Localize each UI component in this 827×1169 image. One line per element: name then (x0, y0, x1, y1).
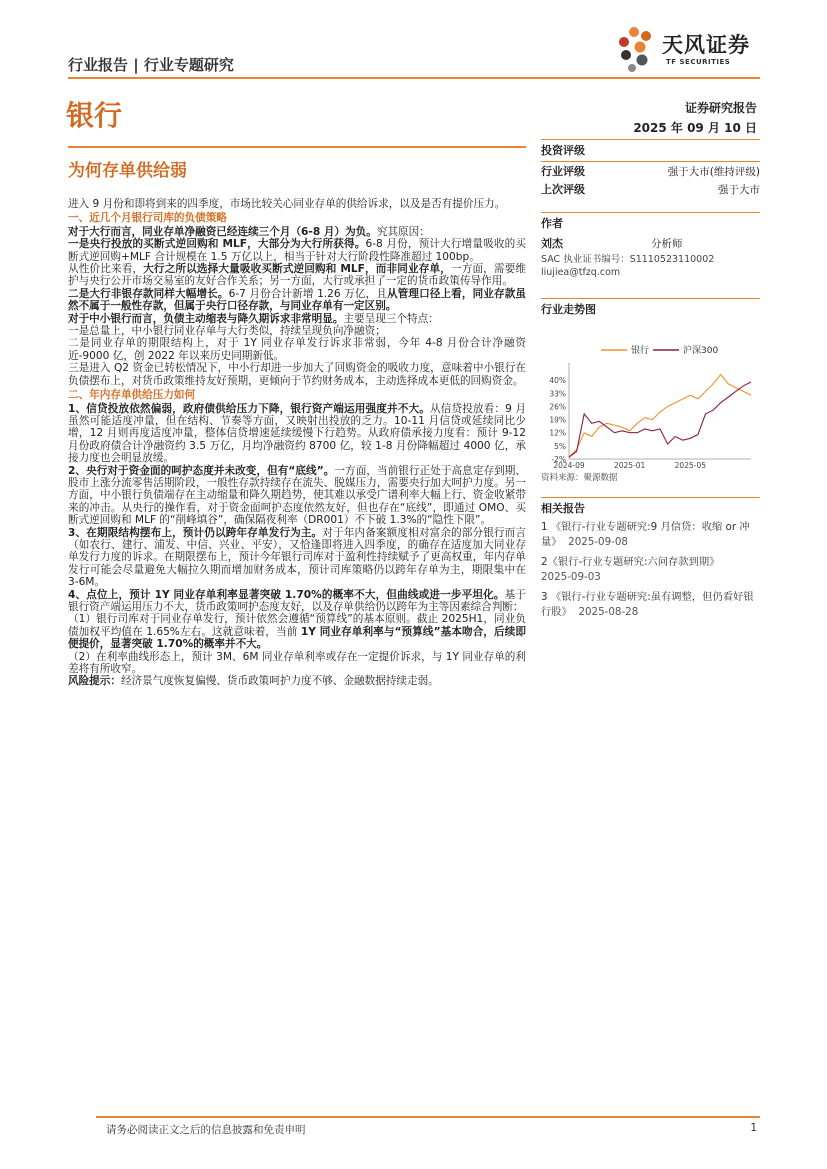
related-report-1[interactable]: 1 《银行-行业专题研究:9 月信贷：收缩 or 冲量》 2025-09-08 (541, 521, 750, 548)
footer-disclaimer: 请务必阅读正文之后的信息披露和免责申明 (106, 1124, 306, 1136)
title-divider (68, 146, 526, 148)
y-tick-label: 26% (549, 402, 566, 412)
page-title: 为何存单供给弱 (68, 161, 187, 181)
prev-rating-label: 上次评级 (541, 183, 585, 196)
y-tick-label: 33% (549, 389, 566, 399)
prev-rating-row (541, 180, 760, 198)
prev-rating-value: 强于大市 (718, 183, 760, 196)
page-number: 1 (750, 1122, 757, 1134)
author-role: 分析师 (651, 237, 683, 250)
chart-axes (549, 363, 751, 469)
paragraph: 对于大行而言，同业存单净融资已经连续三个月（6-8 月）为负。究其原因： (68, 225, 430, 238)
y-tick-label: 5% (554, 441, 566, 451)
paragraph: 从性价比来看，大行之所以选择大量吸收买断式逆回购和 MLF，而非同业存单，一方面，需要维护与央行公开市场交易室的友好合作关系；另一方面，大行或承担了一定的货币政策传导作用。 (68, 263, 527, 288)
section-heading-2: 二、年内存单供给压力如何 (68, 389, 196, 402)
author-heading: 作者 (541, 212, 760, 231)
author-cert: SAC 执业证书编号：S1110523110002 (541, 254, 715, 265)
paragraph: 3、在期限结构摆布上，预计仍以跨年存单发行为主。对于年内备案额度相对富余的部分银行而言（如农行、建行、浦发、中信、兴业、平安），又恰逢即将进入四季度，的确存在适度加大同业存单发行力度的诉求。在期限摆布上，预计今年银行司库对于盈利性持续赋予了更高权重，年内存单发行可能会尽量避免大幅拉久期而增加财务成本，预计司库策略仍以跨年存单为主，期限集中在 3-6M。 (68, 526, 526, 589)
paragraph: 对于中小银行而言，负债主动缩表与降久期诉求非常明显。主要呈现三个特点： (68, 312, 439, 325)
rating-label: 行业评级 (541, 165, 585, 178)
paragraph: 2、央行对于资金面的呵护态度并未改变，但有“底线”。一方面，当前银行正处于高息定存到期、股市上涨分流零售活期阶段，一般性存款持续存在流失、脱媒压力，需要央行加大呵护力度。另一方面，中小银行负债端存在主动缩量和降久期趋势，使其难以承受广谱利率大幅上行、资金收紧带来的冲击。从央行的操作看，对于资金面呵护态度依然友好，但也存在“底线”，即通过 OMO、买断式逆回购和 MLF 的“削峰填谷”，确保隔夜利率（DR001）不下破 1.3%的“隐性下限”。 (68, 464, 527, 527)
chart-lines (569, 375, 751, 458)
x-tick-label: 2024-09 (553, 461, 585, 469)
y-tick-label: -2% (551, 455, 566, 464)
chart-source: 资料来源：聚源数据 (541, 473, 618, 483)
footer-divider (96, 1116, 760, 1118)
paragraph: 4、点位上，预计 1Y 同业存单利率显著突破 1.70%的概率不大，但曲线或进一步平坦化。基于银行资产端运用压力不大，货币政策呵护态度友好，以及存单供给仍以跨年为主等因素综合判断： (68, 588, 527, 613)
y-tick-label: 19% (549, 415, 566, 425)
intro-paragraph: 进入 9 月份和即将到来的四季度，市场比较关心同业存单的供给诉求，以及是否有提价压力。 (68, 198, 506, 210)
brand-name: 天风证券 (662, 33, 750, 57)
y-tick-label: 12% (549, 428, 566, 438)
rating-value: 强于大市(维持评级) (667, 165, 760, 178)
series-line-bank (569, 375, 751, 458)
author-email[interactable]: liujiea@tfzq.com (541, 267, 621, 278)
author-row (541, 235, 760, 251)
paragraph: 一是央行投放的买断式逆回购和 MLF，大部分为大行所获得。6-8 月份，预计大行增量吸收的买断式逆回购+MLF 合计规模在 1.5 万亿以上，相当于针对大行阶段性降准超过 100bp。 (68, 238, 527, 263)
related-heading: 相关报告 (541, 497, 760, 516)
y-tick-label: 40% (549, 376, 566, 386)
report-date: 2025 年 09 月 10 日 (633, 121, 757, 135)
chart-heading: 行业走势图 (541, 298, 760, 317)
paragraph: 一是总量上，中小银行同业存单与大行类似，持续呈现负向净融资； (68, 325, 386, 338)
author-section (541, 212, 760, 278)
industry-title: 银行 (66, 99, 123, 132)
related-report-3[interactable]: 3 《银行-行业专题研究:虽有调整，但仍看好银行股》 2025-08-28 (541, 591, 754, 618)
section-heading-1: 一、近几个月银行司库的负债策略 (68, 212, 227, 225)
author-name: 刘杰 (541, 237, 563, 250)
paragraph: 三是进入 Q2 资金已转松情况下，中小行却进一步加大了回购资金的吸收力度，意味着中小银行在负债摆布上，对货币政策维持友好预期，更倾向于节约财务成本，主动选择成本更低的回购资金。 (68, 362, 526, 387)
report-body (68, 198, 526, 688)
rating-row (541, 161, 760, 180)
brand-name-en: TF SECURITIES (666, 58, 731, 66)
x-tick-label: 2025-01 (613, 461, 646, 469)
report-kind: 证券研究报告 (684, 101, 757, 115)
related-section (541, 497, 760, 625)
risk-paragraph: 风险提示：经济景气度恢复偏慢、货币政策呵护力度不够、金融数据持续走弱。 (68, 675, 439, 688)
series-line-hs300 (569, 382, 751, 457)
paragraph: 1、信贷投放依然偏弱，政府债供给压力下降，银行资产端运用强度并不大。从信贷投放看：9 月虽然可能适度冲量，但在结构、节奏等方面，又映射出投放的乏力。10-11 月信贷或延续同比少增，12 月则再度适度冲量，整体信贷增速延续缓慢下行趋势。从政府债承接力度看：预计 9-12 月份政府债合计净融资约 3.5 万亿，月均净融资约 8700 亿，较 1-8 月份降幅超过 4000 亿，承接力度也会明显放缓。 (68, 402, 527, 465)
paragraph: （2）在利率曲线形态上，预计 3M、6M 同业存单利率或存在一定提价诉求，与 1Y 同业存单的利差将有所收窄。 (68, 650, 526, 676)
paragraph: 二是同业存单的期限结构上，对于 1Y 同业存单发行诉求非常弱，今年 4-8 月份合计净融资近-9000 亿，创 2022 年以来历史同期新低。 (68, 337, 526, 362)
x-tick-label: 2025-05 (674, 461, 707, 469)
rating-heading: 投资评级 (541, 139, 760, 158)
chart-section (541, 298, 760, 483)
paragraph: （1）银行司库对于同业存单发行，预计依然会遵循“预算线”的基本原则。截止 2025H1，同业负债加权平均值在 1.65%左右。这就意味着，当前 1Y 同业存单利率与“预算线”基本吻合，后续即便提价，显著突破 1.70%的概率并不大。 (68, 613, 527, 651)
report-type: 行业报告 | 行业专题研究 (68, 56, 234, 74)
related-report-2[interactable]: 2《银行-行业专题研究:六问存款到期》 2025-09-03 (541, 556, 720, 583)
trend-chart (541, 319, 760, 469)
legend-label-bank: 银行 (631, 346, 650, 356)
paragraph: 二是大行非银存款同样大幅增长。6-7 月份合计新增 1.26 万亿，且从管理口径上看，同业存款虽然不属于一般性存款，但属于央行口径存款，与同业存单有一定区别。 (68, 287, 527, 313)
rating-section (541, 139, 760, 198)
legend-label-hs300: 沪深300 (683, 346, 719, 356)
